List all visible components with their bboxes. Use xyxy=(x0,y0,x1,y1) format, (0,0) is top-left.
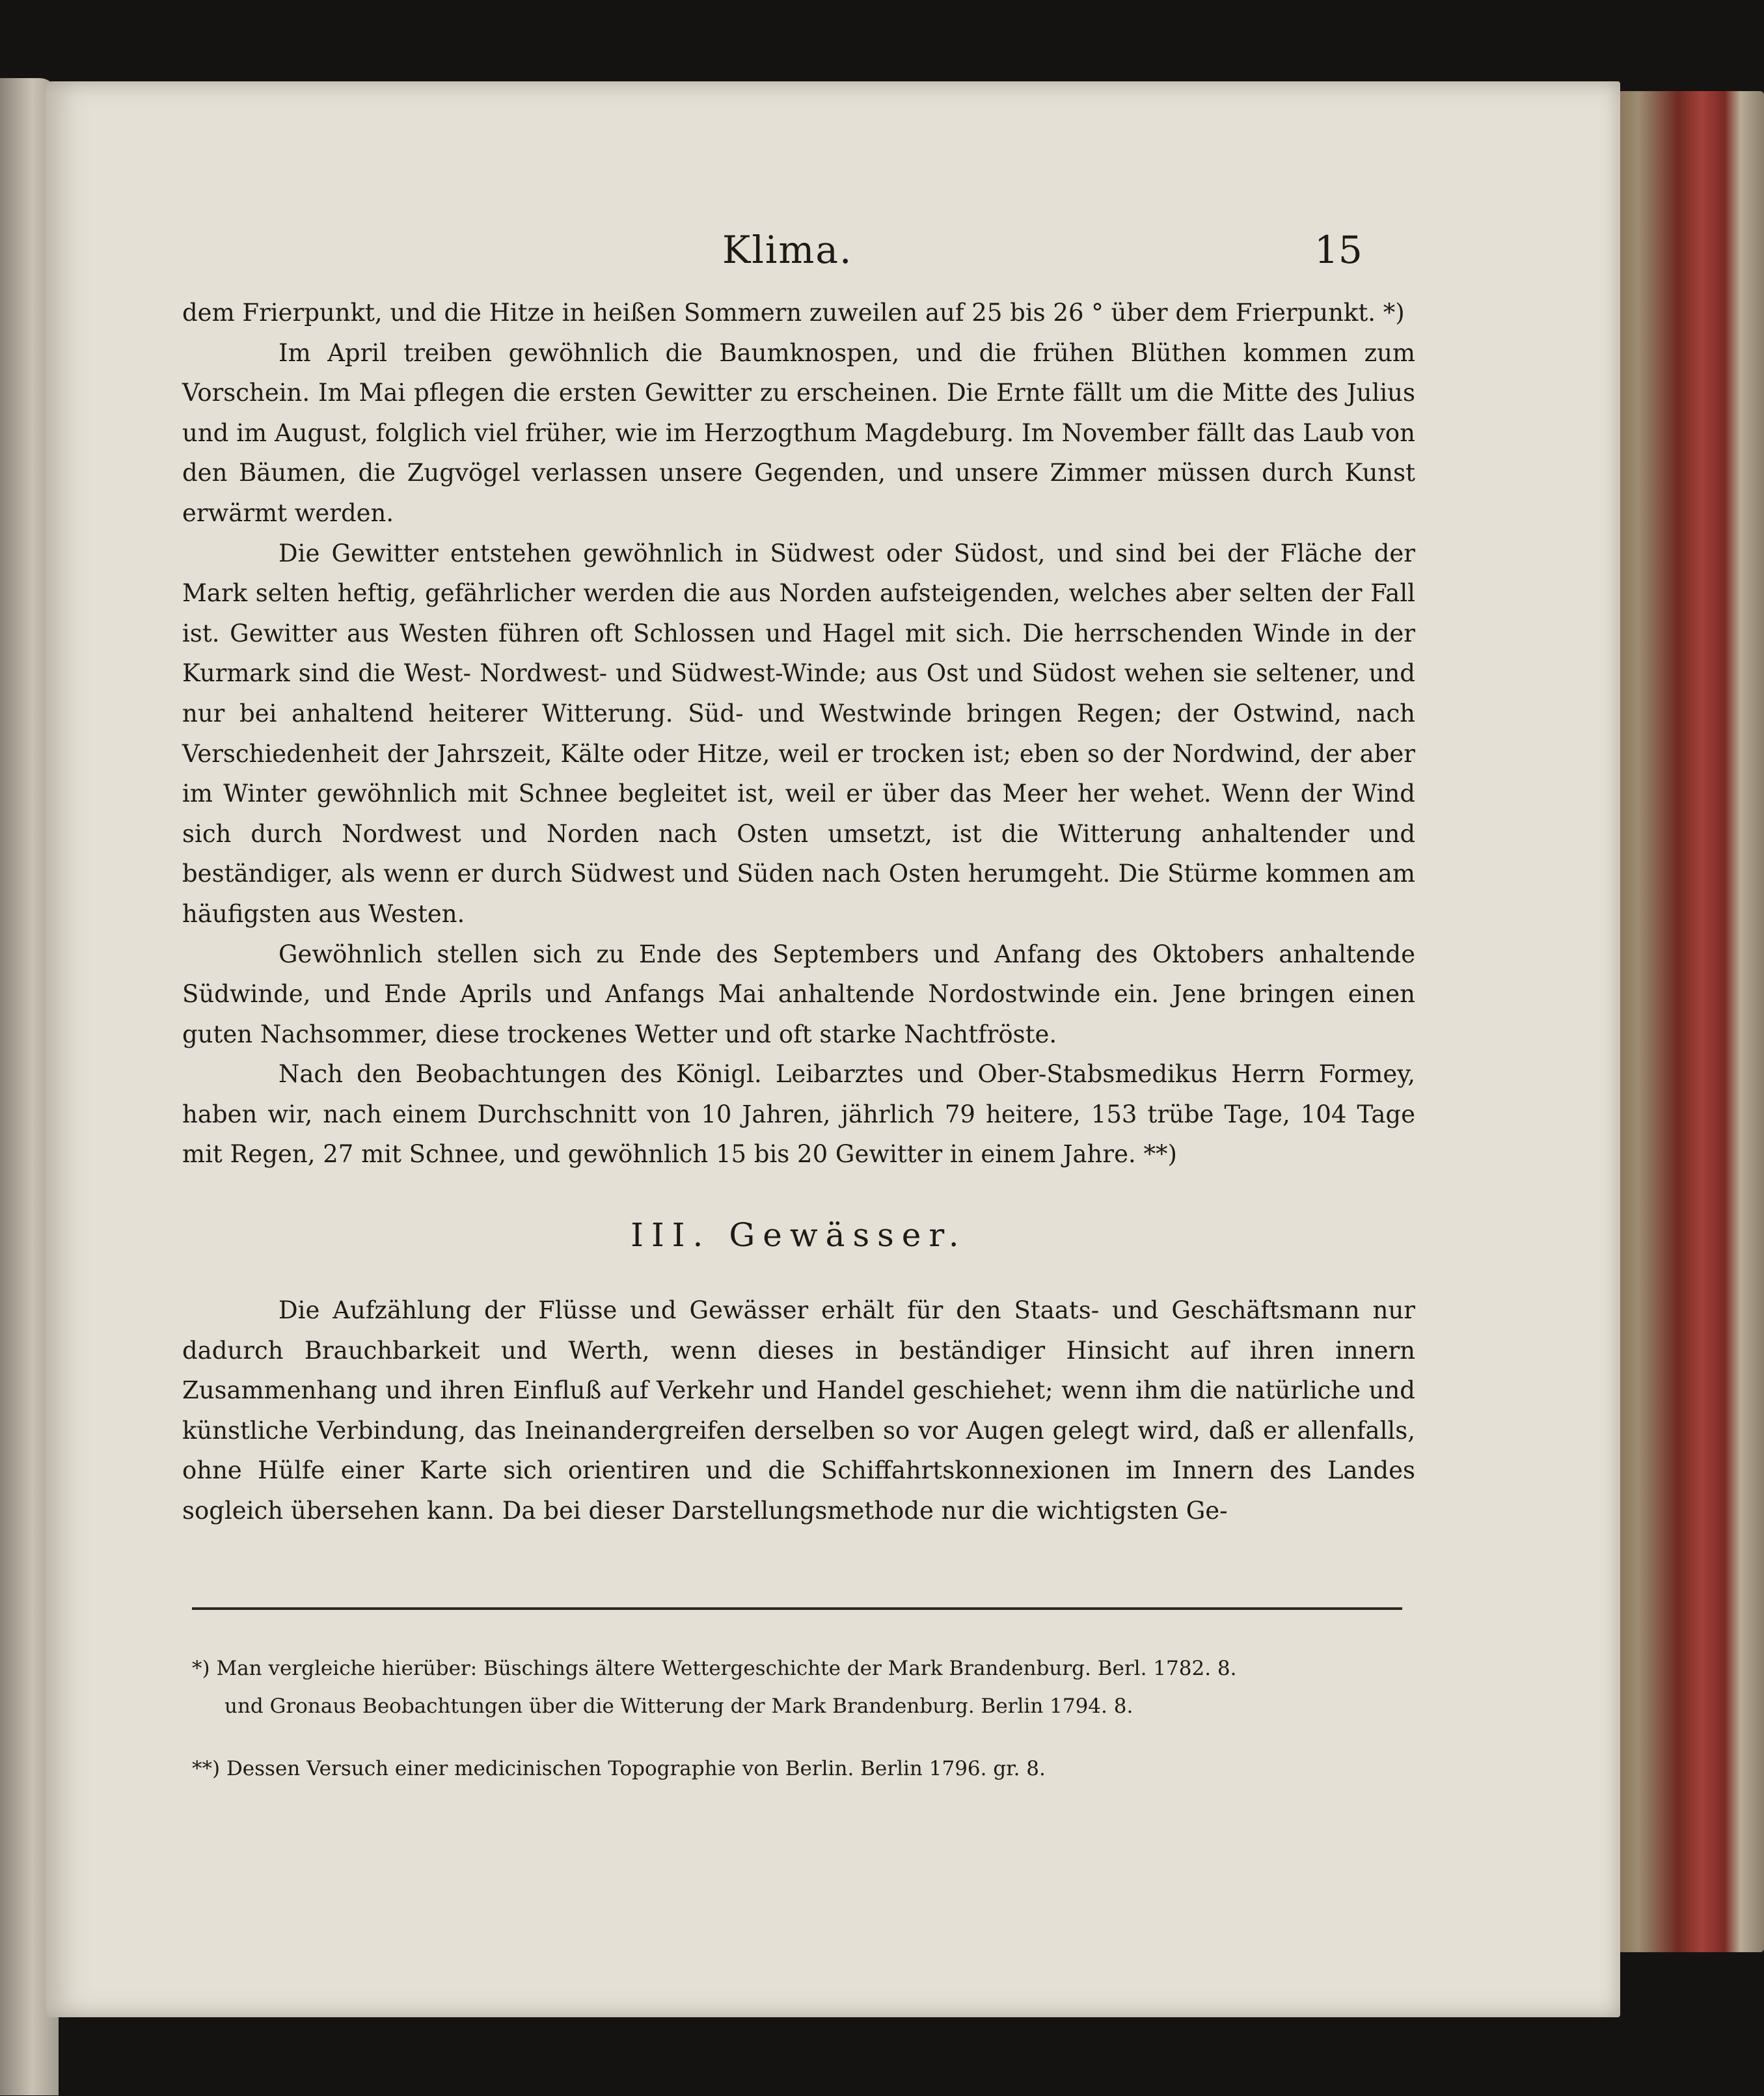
paragraph-continued: dem Frierpunkt, und die Hitze in heißen Sommern zuweilen auf 25 bis 26 ° über dem Frierpunkt. *) xyxy=(182,299,1405,327)
paragraph-april: Im April treiben gewöhnlich die Baumknospen, und die frühen Blüthen kommen zum Vorschein. Im Mai pflegen die ersten Gewitter zu erscheinen. Die Ernte fällt um die Mitte des Julius und im August, folglich viel früher, wie im Herzogthum Magdeburg. Im November fällt das Laub von den Bäumen, die Zugvögel verlassen unsere Gegenden, und unsere Zimmer müssen durch Kunst erwärmt werden. xyxy=(182,338,1415,527)
page-header xyxy=(46,228,1620,286)
section-heading: III. Gewässer. xyxy=(631,1216,967,1255)
paragraph-gewitter: Die Gewitter entstehen gewöhnlich in Südwest oder Südost, und sind bei der Fläche der Mark selten heftig, gefährlicher werden die aus Norden aufsteigenden, welches aber selten der Fall ist. Gewitter aus Westen führen oft Schlossen und Hagel mit sich. Die herrschenden Winde in der Kurmark sind die West- Nordwest- und Südwest-Winde; aus Ost und Südost wehen sie seltener, und nur bei anhaltend heiterer Witterung. Süd- und Westwinde bringen Regen; der Ostwind, nach Verschiedenheit der Jahrszeit, Kälte oder Hitze, weil er trocken ist; eben so der Nordwind, der aber im Winter gewöhnlich mit Schnee begleitet ist, weil er über das Meer her wehet. Wenn der Wind sich durch Nordwest und Norden nach Osten umsetzt, ist die Witterung anhaltender und beständiger, als wenn er durch Südwest und Süden nach Osten herumgeht. Die Stürme kommen am häufigsten aus Westen. xyxy=(182,539,1415,928)
footnotes xyxy=(192,1650,1402,1788)
book-page xyxy=(46,81,1620,2017)
page-number: 15 xyxy=(1314,228,1363,272)
paragraph-beobachtungen: Nach den Beobachtungen des Königl. Leibarztes und Ober-Stabsmedikus Herrn Formey, haben wir, nach einem Durchschnitt von 10 Jahren, jährlich 79 heitere, 153 trübe Tage, 104 Tage mit Regen, 27 mit Schnee, und gewöhnlich 15 bis 20 Gewitter in einem Jahre. **) xyxy=(182,1060,1415,1169)
footnote-1-line-1: *) Man vergleiche hierüber: Büschings ältere Wettergeschichte der Mark Brandenburg. Berl. 1782. 8. xyxy=(192,1657,1237,1680)
paragraph-winde: Gewöhnlich stellen sich zu Ende des Septembers und Anfang des Oktobers anhaltende Südwinde, und Ende Aprils und Anfangs Mai anhaltende Nordostwinde ein. Jene bringen einen guten Nachsommer, diese trockenes Wetter und oft starke Nachtfröste. xyxy=(182,940,1415,1048)
footnote-1-line-2: und Gronaus Beobachtungen über die Witterung der Mark Brandenburg. Berlin 1794. 8. xyxy=(224,1694,1133,1718)
footnote-divider xyxy=(192,1607,1402,1610)
book-cover-edge xyxy=(1607,91,1764,1952)
footnote-2: **) Dessen Versuch einer medicinischen Topographie von Berlin. Berlin 1796. gr. 8. xyxy=(192,1757,1046,1780)
paragraph-gewaesser: Die Aufzählung der Flüsse und Gewässer erhält für den Staats- und Geschäftsmann nur dadurch Brauchbarkeit und Werth, wenn dieses in beständiger Hinsicht auf ihren innern Zusammenhang und ihren Einfluß auf Verkehr und Handel geschiehet; wenn ihm die natürliche und künstliche Verbindung, das Ineinandergreifen derselben so vor Augen gelegt wird, daß er allenfalls, ohne Hülfe einer Karte sich orientiren und die Schiffahrtskonnexionen im Innern des Landes sogleich übersehen kann. Da bei dieser Darstellungsmethode nur die wichtigsten Ge- xyxy=(182,1296,1415,1525)
running-title: Klima. xyxy=(722,228,853,272)
main-text xyxy=(182,293,1415,1531)
